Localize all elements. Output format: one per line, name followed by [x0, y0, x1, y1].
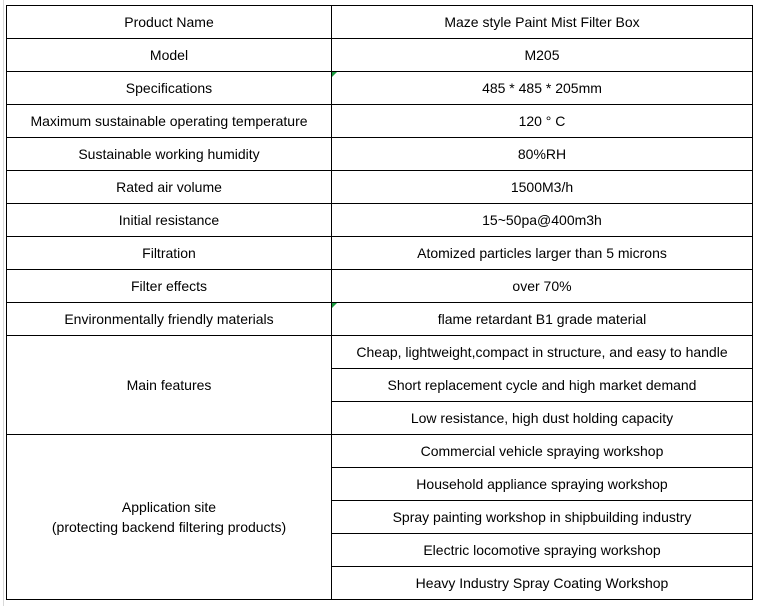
- row-value-product-name[interactable]: Maze style Paint Mist Filter Box: [332, 6, 753, 39]
- comment-marker-icon: [332, 303, 337, 308]
- row-value-specifications[interactable]: [332, 72, 753, 105]
- table-row: [7, 237, 753, 270]
- main-feature-item[interactable]: Low resistance, high dust holding capacity: [332, 402, 753, 435]
- application-site-item[interactable]: Household appliance spraying workshop: [332, 468, 753, 501]
- cell-text: flame retardant B1 grade material: [437, 311, 647, 327]
- spec-table-container: [6, 5, 753, 600]
- row-value-max-temperature[interactable]: 120 ° C: [332, 105, 753, 138]
- main-feature-item[interactable]: Cheap, lightweight,compact in structure, and easy to handle: [332, 336, 753, 369]
- row-label-specifications[interactable]: Specifications: [7, 72, 332, 105]
- application-site-item[interactable]: Commercial vehicle spraying workshop: [332, 435, 753, 468]
- row-label-product-name[interactable]: Product Name: [7, 6, 332, 39]
- row-value-filtration[interactable]: Atomized particles larger than 5 microns: [332, 237, 753, 270]
- row-label-initial-resistance[interactable]: Initial resistance: [7, 204, 332, 237]
- table-row: [7, 39, 753, 72]
- table-row: [7, 171, 753, 204]
- row-value-model[interactable]: M205: [332, 39, 753, 72]
- row-value-humidity[interactable]: 80%RH: [332, 138, 753, 171]
- row-value-filter-effects[interactable]: over 70%: [332, 270, 753, 303]
- row-label-model[interactable]: Model: [7, 39, 332, 72]
- cell-text: 485 * 485 * 205mm: [482, 80, 602, 96]
- application-site-item[interactable]: Heavy Industry Spray Coating Workshop: [332, 567, 753, 600]
- row-label-materials[interactable]: Environmentally friendly materials: [7, 303, 332, 336]
- table-row: [7, 6, 753, 39]
- row-label-main-features[interactable]: Main features: [7, 336, 332, 435]
- row-value-air-volume[interactable]: 1500M3/h: [332, 171, 753, 204]
- row-label-application-site[interactable]: [7, 435, 332, 600]
- main-feature-item[interactable]: Short replacement cycle and high market demand: [332, 369, 753, 402]
- table-row: [7, 303, 753, 336]
- table-row: [7, 336, 753, 369]
- table-row: [7, 270, 753, 303]
- row-label-humidity[interactable]: Sustainable working humidity: [7, 138, 332, 171]
- comment-marker-icon: [332, 72, 337, 77]
- table-row: [7, 138, 753, 171]
- table-row: [7, 72, 753, 105]
- table-row: [7, 105, 753, 138]
- application-site-item[interactable]: Spray painting workshop in shipbuilding industry: [332, 501, 753, 534]
- application-site-title: Application site: [121, 499, 217, 515]
- table-row: [7, 204, 753, 237]
- row-value-initial-resistance[interactable]: 15~50pa@400m3h: [332, 204, 753, 237]
- row-value-materials[interactable]: [332, 303, 753, 336]
- application-site-item[interactable]: Electric locomotive spraying workshop: [332, 534, 753, 567]
- row-label-max-temperature[interactable]: Maximum sustainable operating temperature: [7, 105, 332, 138]
- table-row: [7, 435, 753, 468]
- row-label-filter-effects[interactable]: Filter effects: [7, 270, 332, 303]
- row-label-air-volume[interactable]: Rated air volume: [7, 171, 332, 204]
- sheet-gridline: [3, 0, 4, 606]
- application-site-subtitle: (protecting backend filtering products): [51, 519, 287, 535]
- row-label-filtration[interactable]: Filtration: [7, 237, 332, 270]
- product-spec-table: [6, 5, 753, 600]
